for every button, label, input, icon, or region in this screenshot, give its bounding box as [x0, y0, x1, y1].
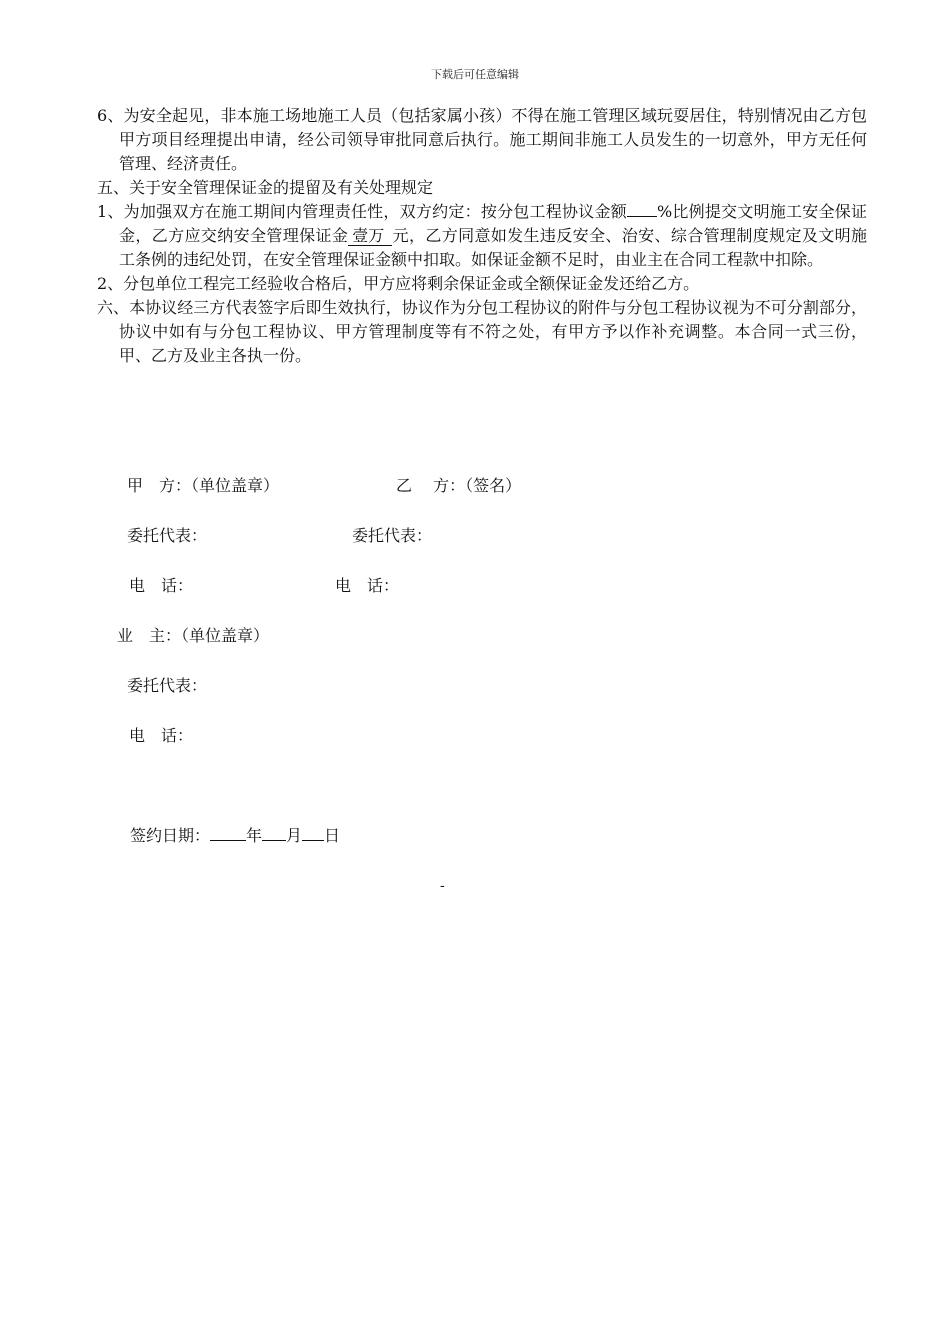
owner-phone: 电 话： — [129, 726, 194, 745]
clause-5-1-part-a: 1、为加强双方在施工期间内管理责任性，双方约定：按分包工程协议金额 — [97, 202, 627, 221]
clause-5-1-part-c: 元，乙方同意如发生违反安全、治安、综合管理制度规定及文明施工条例的违纪处罚，在安全管理保证金额中扣取。如保证金额不足时，由业主在合同工程款中扣除。 — [119, 226, 867, 269]
contract-clauses — [97, 104, 867, 368]
signing-date — [130, 824, 340, 846]
owner-representative: 委托代表： — [127, 676, 208, 695]
day-blank — [302, 824, 324, 841]
clause-5-2: 2、分包单位工程完工经验收合格后，甲方应将剩余保证金或全额保证金发还给乙方。 — [97, 274, 700, 293]
header-note: 下载后可任意编辑 — [431, 68, 519, 81]
month-label: 月 — [286, 826, 303, 845]
party-a-phone: 电 话： — [129, 576, 194, 595]
month-blank — [262, 824, 286, 841]
deposit-amount: 壹万 — [348, 227, 392, 246]
page-mark: - — [440, 878, 445, 894]
party-b-phone: 电 话： — [335, 576, 400, 595]
clause-6: 6、为安全起见，非本施工场地施工人员（包括家属小孩）不得在施工管理区域玩耍居住，特别情况由乙方包甲方项目经理提出申请，经公司领导审批同意后执行。施工期间非施工人员发生的一切意外，甲方无任何管理、经济责任。 — [97, 106, 867, 173]
section-5-heading: 五、关于安全管理保证金的提留及有关处理规定 — [97, 178, 434, 197]
party-b-representative: 委托代表： — [352, 526, 433, 545]
section-6-text: 六、本协议经三方代表签字后即生效执行，协议作为分包工程协议的附件与分包工程协议视为不可分割部分，协议中如有与分包工程协议、甲方管理制度等有不符之处，有甲方予以作补充调整。本合同一式三份，甲、乙方及业主各执一份。 — [97, 298, 867, 365]
clause-5-1-part-b: %比例提交文明施工安全保证金，乙方应交纳安全管理保证金 — [119, 202, 867, 245]
party-a-label: 甲 方：（单位盖章） — [127, 476, 280, 495]
year-label: 年 — [246, 826, 263, 845]
year-blank — [210, 824, 246, 841]
percentage-blank — [627, 200, 657, 217]
clause-5-1 — [97, 200, 867, 272]
party-b-label: 乙 方：（签名） — [396, 476, 522, 495]
day-label: 日 — [324, 826, 341, 845]
party-a-representative: 委托代表： — [127, 526, 208, 545]
signing-date-label: 签约日期： — [130, 826, 211, 845]
owner-label: 业 主：（单位盖章） — [117, 626, 270, 645]
